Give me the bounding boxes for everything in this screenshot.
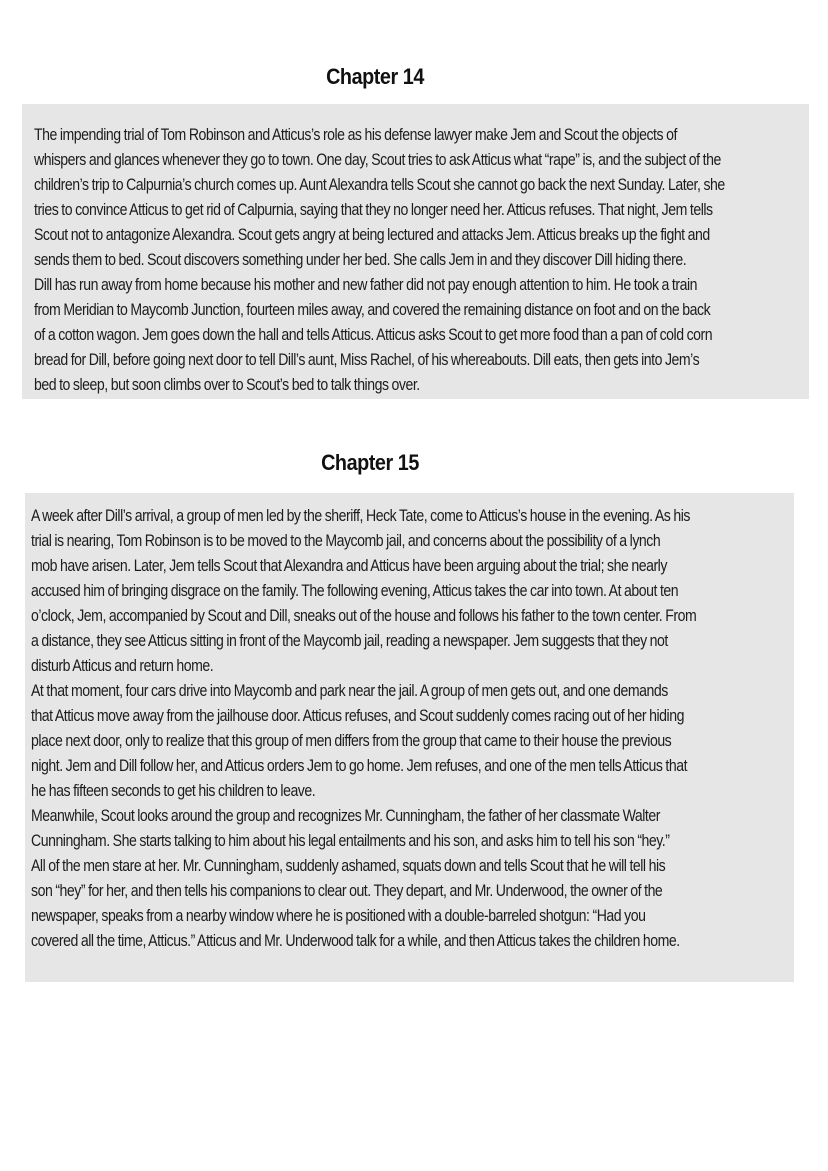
summary-line: All of the men stare at her. Mr. Cunningham, suddenly ashamed, squats down and tells Scout that he will tell his [31,857,666,875]
summary-line: Scout not to antagonize Alexandra. Scout gets angry at being lectured and attacks Jem. Atticus breaks up the fight and [34,226,710,244]
summary-line: children’s trip to Calpurnia’s church comes up. Aunt Alexandra tells Scout she cannot go back the next Sunday. Later, she [34,176,725,194]
summary-line: trial is nearing, Tom Robinson is to be moved to the Maycomb jail, and concerns about the possibility of a lynch [31,532,661,550]
summary-line: The impending trial of Tom Robinson and Atticus’s role as his defense lawyer make Jem and Scout the objects of [34,126,677,144]
summary-line: Meanwhile, Scout looks around the group and recognizes Mr. Cunningham, the father of her classmate Walter [31,807,660,825]
summary-line: tries to convince Atticus to get rid of Calpurnia, saying that they no longer need her. Atticus refuses. That night, Jem tells [34,201,713,219]
chapter-14-title: Chapter 14 [326,64,424,89]
summary-line: son “hey” for her, and then tells his companions to clear out. They depart, and Mr. Underwood, the owner of the [31,882,663,900]
summary-line: mob have arisen. Later, Jem tells Scout that Alexandra and Atticus have been arguing about the trial; she nearly [31,557,667,575]
summary-line: of a cotton wagon. Jem goes down the hall and tells Atticus. Atticus asks Scout to get more food than a pan of cold corn [34,326,713,344]
summary-line: accused him of bringing disgrace on the family. The following evening, Atticus takes the car into town. At about ten [31,582,679,600]
summary-line: newspaper, speaks from a nearby window where he is positioned with a double-barreled shotgun: “Had you [31,907,646,925]
summary-line: At that moment, four cars drive into Maycomb and park near the jail. A group of men gets out, and one demands [31,682,668,700]
summary-line: A week after Dill’s arrival, a group of men led by the sheriff, Heck Tate, come to Atticus’s house in the evening. As his [31,507,690,525]
summary-line: night. Jem and Dill follow her, and Atticus orders Jem to go home. Jem refuses, and one of the men tells Atticus that [31,757,688,775]
summary-line: disturb Atticus and return home. [31,657,214,675]
summary-line: sends them to bed. Scout discovers something under her bed. She calls Jem in and they discover Dill hiding there. [34,251,687,269]
chapter-15-summary [31,504,794,954]
summary-line: a distance, they see Atticus sitting in front of the Maycomb jail, reading a newspaper. Jem suggests that they not [31,632,668,650]
summary-line: bed to sleep, but soon climbs over to Scout’s bed to talk things over. [34,376,420,394]
summary-line: o’clock, Jem, accompanied by Scout and Dill, sneaks out of the house and follows his father to the town center. From [31,607,697,625]
chapter-14-summary [34,123,809,398]
summary-line: Cunningham. She starts talking to him about his legal entailments and his son, and asks him to tell his son “hey.” [31,832,670,850]
summary-line: covered all the time, Atticus.” Atticus and Mr. Underwood talk for a while, and then Atticus takes the children home. [31,932,680,950]
summary-line: whispers and glances whenever they go to town. One day, Scout tries to ask Atticus what “rape” is, and the subject of the [34,151,721,169]
summary-line: from Meridian to Maycomb Junction, fourteen miles away, and covered the remaining distance on foot and on the back [34,301,711,319]
summary-line: he has fifteen seconds to get his children to leave. [31,782,316,800]
summary-line: Dill has run away from home because his mother and new father did not pay enough attention to him. He took a train [34,276,697,294]
summary-line: place next door, only to realize that this group of men differs from the group that came to their house the previous [31,732,672,750]
summary-line: that Atticus move away from the jailhouse door. Atticus refuses, and Scout suddenly comes racing out of her hiding [31,707,684,725]
chapter-15-summary-box [25,493,794,982]
chapter-14-summary-box [22,104,809,399]
summary-line: bread for Dill, before going next door to tell Dill’s aunt, Miss Rachel, of his whereabouts. Dill eats, then gets into Jem’s [34,351,700,369]
chapter-15-title: Chapter 15 [321,450,419,475]
